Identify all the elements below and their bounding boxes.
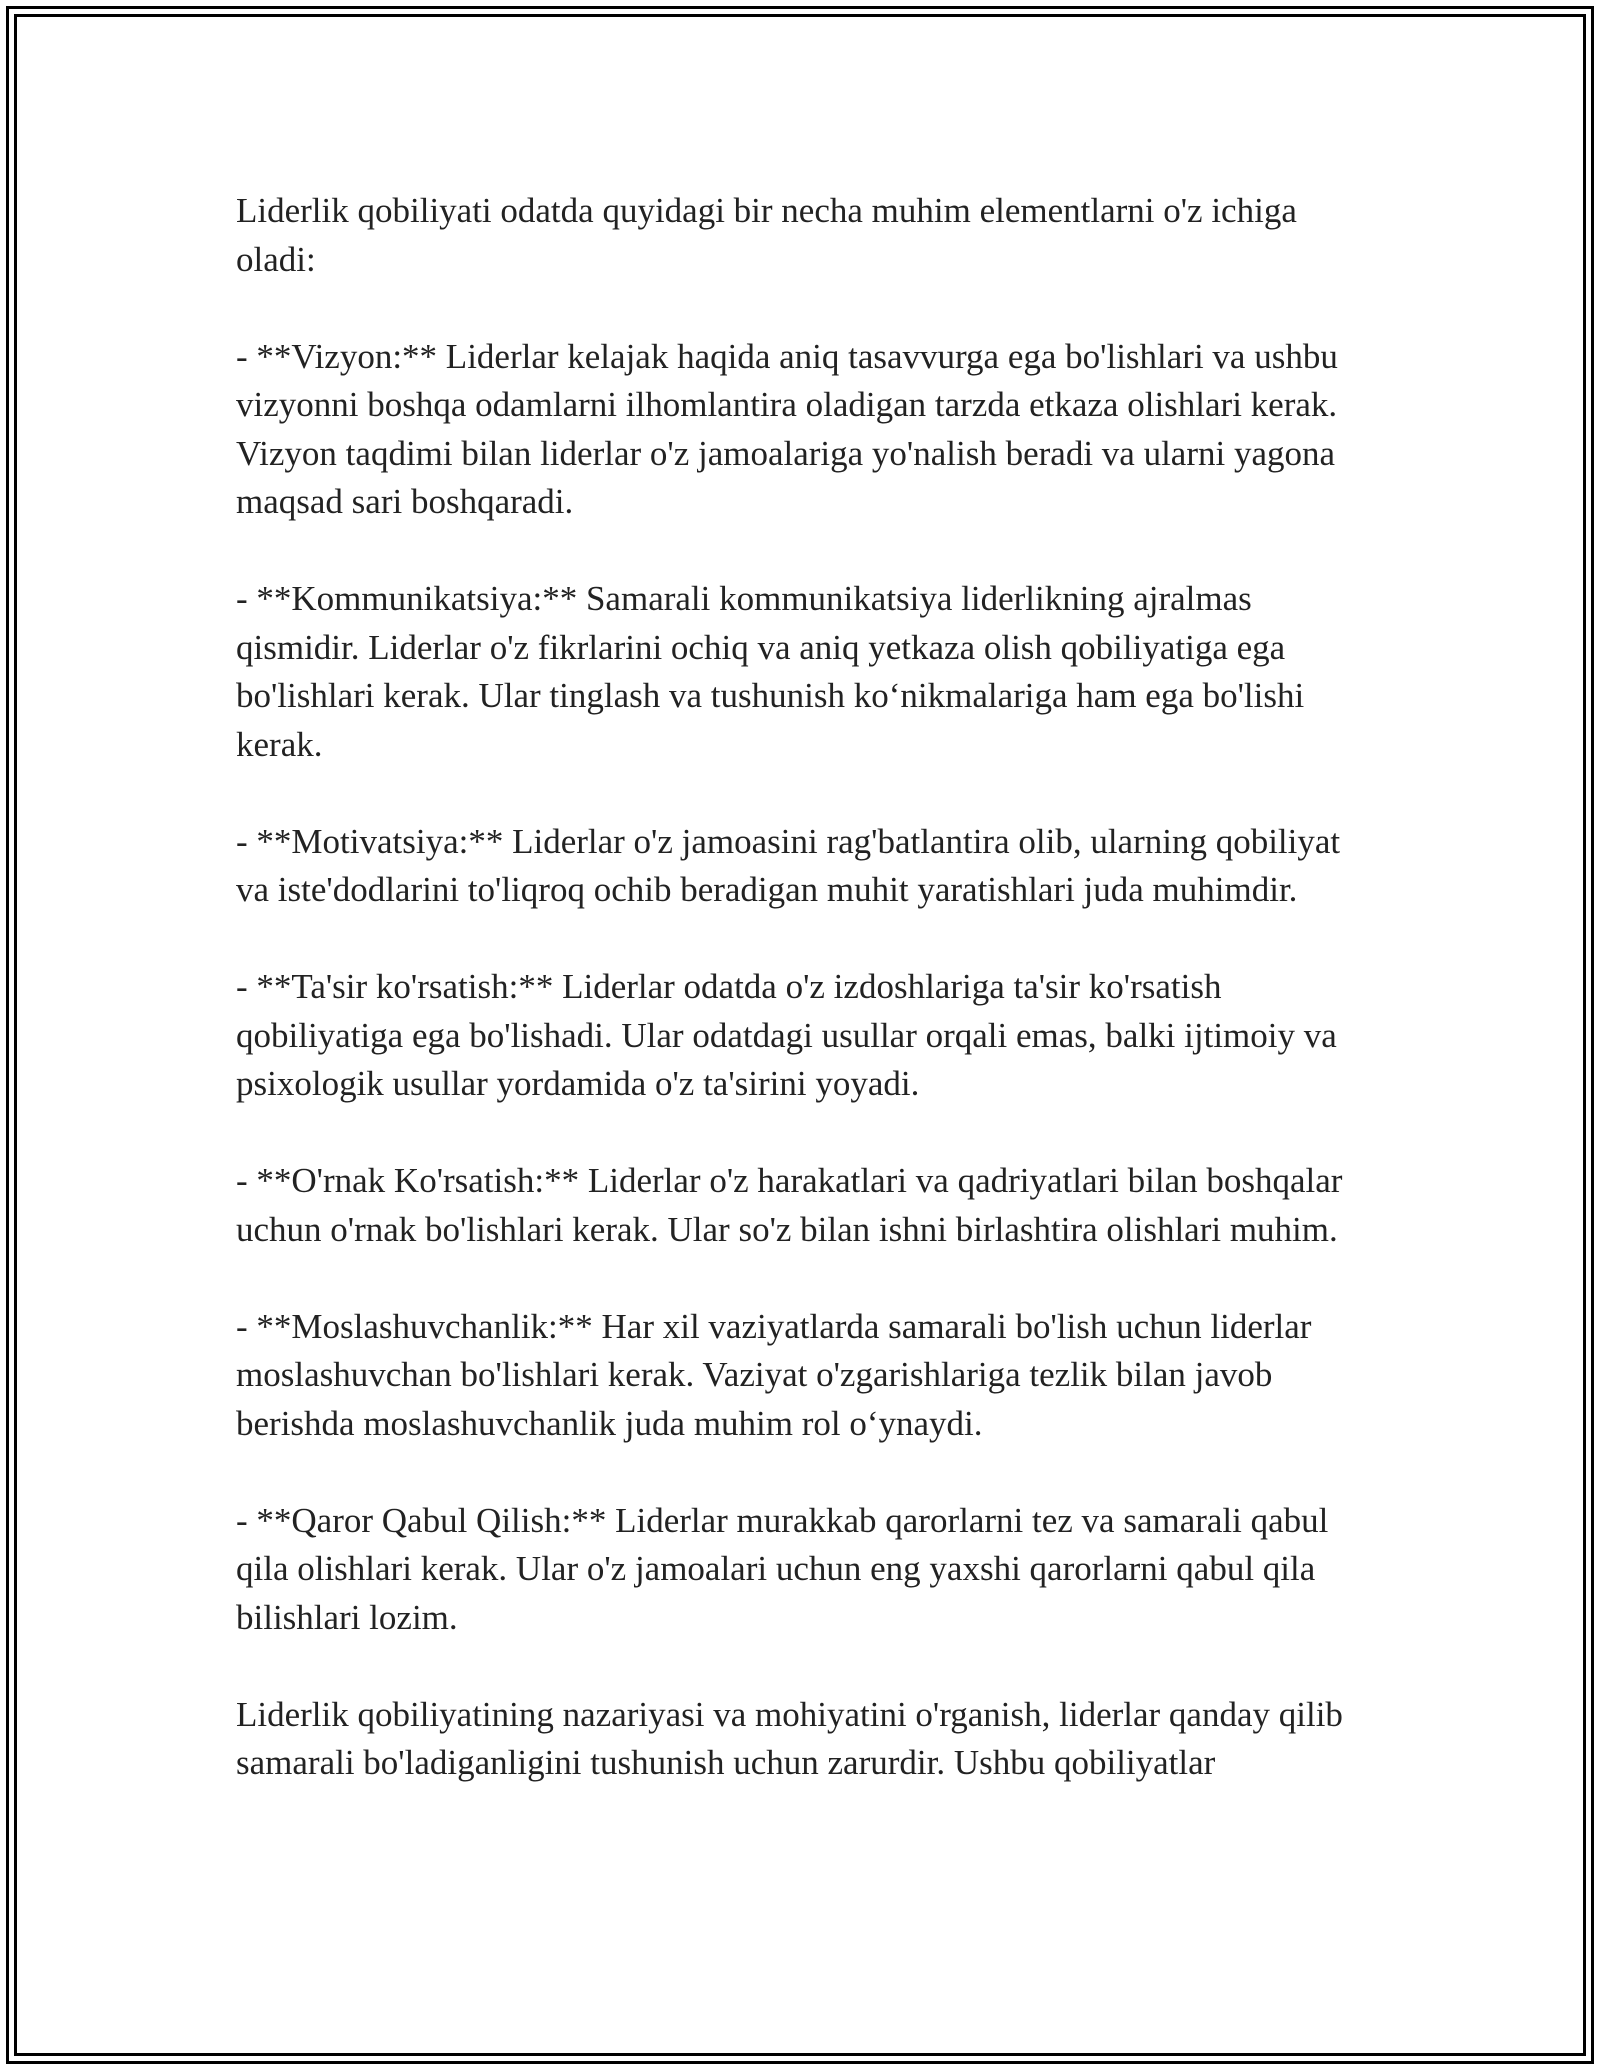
list-item-motivatsiya: - **Motivatsiya:** Liderlar o'z jamoasini rag'batlantira olib, ularning qobiliyat va iste'dodlarini to'liqroq ochib beradigan muhit yaratishlari juda muhimdir.: [236, 821, 1341, 909]
list-item-tasir-korsatish: - **Ta'sir ko'rsatish:** Liderlar odatda o'z izdoshlariga ta'sir ko'rsatish qobiliyatiga ega bo'lishadi. Ular odatdagi usullar orqali emas, balki ijtimoiy va psixologik usullar yordamida o'z ta'sirini yoyadi.: [236, 967, 1337, 1103]
list-item-moslashuvchanlik: - **Moslashuvchanlik:** Har xil vaziyatlarda samarali bo'lish uchun liderlar moslashuvchan bo'lishlari kerak. Vaziyat o'zgarishlariga tezlik bilan javob berishda moslashuvchanlik juda muhim rol o‘ynaydi.: [236, 1306, 1312, 1443]
closing-paragraph: Liderlik qobiliyatining nazariyasi va mohiyatini o'rganish, liderlar qanday qilib samarali bo'ladiganligini tushunish uchun zarurdir. Ushbu qobiliyatlar: [236, 1694, 1343, 1782]
list-item-kommunikatsiya: - **Kommunikatsiya:** Samarali kommunikatsiya liderlikning ajralmas qismidir. Liderlar o'z fikrlarini ochiq va aniq yetkaza olish qobiliyatiga ega bo'lishlari kerak. Ular tinglash va tushunish ko‘nikmalariga ham ega bo'lishi kerak.: [236, 579, 1305, 764]
list-item-vizyon: - **Vizyon:** Liderlar kelajak haqida aniq tasavvurga ega bo'lishlari va ushbu vizyonni boshqa odamlarni ilhomlantira oladigan tarzda etkaza olishlari kerak. Vizyon taqdimi bilan liderlar o'z jamoalariga yo'nalish beradi va ularni yagona maqsad sari boshqaradi.: [236, 336, 1338, 521]
list-item-ornak-korsatish: - **O'rnak Ko'rsatish:** Liderlar o'z harakatlari va qadriyatlari bilan boshqalar uchun o'rnak bo'lishlari kerak. Ular so'z bilan ishni birlashtira olishlari muhim.: [236, 1161, 1343, 1249]
document-body: [236, 187, 1376, 1788]
intro-paragraph: Liderlik qobiliyati odatda quyidagi bir necha muhim elementlarni o'z ichiga oladi:: [236, 191, 1297, 279]
list-item-qaror-qabul-qilish: - **Qaror Qabul Qilish:** Liderlar murakkab qarorlarni tez va samarali qabul qila olishlari kerak. Ular o'z jamoalari uchun eng yaxshi qarorlarni qabul qila bilishlari lozim.: [236, 1500, 1329, 1637]
